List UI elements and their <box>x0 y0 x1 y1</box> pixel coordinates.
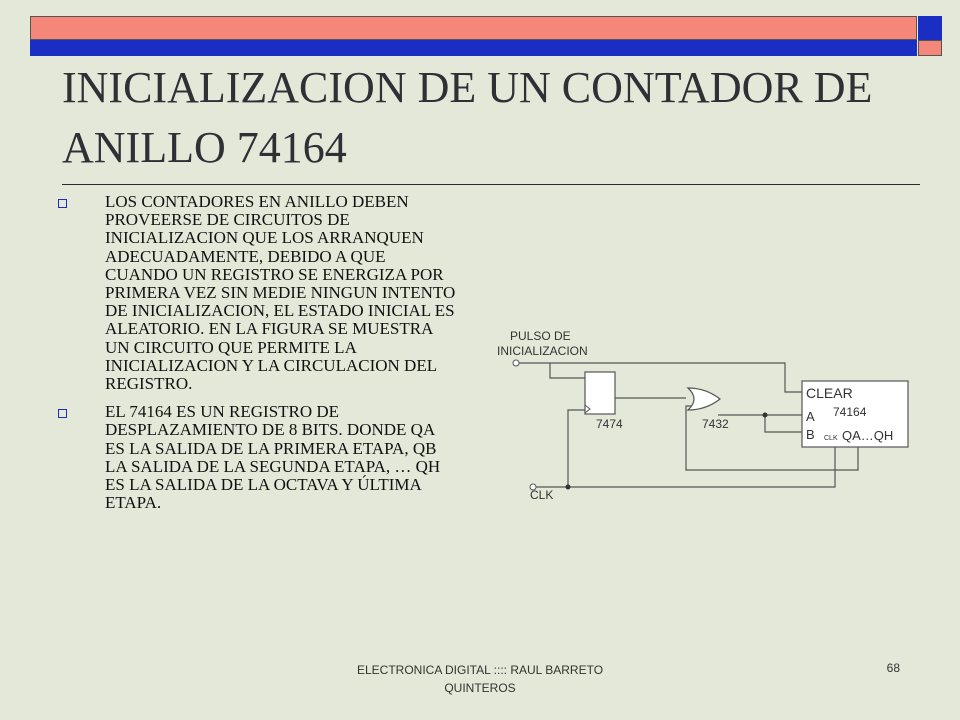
ring-counter-circuit-diagram <box>490 320 920 520</box>
pulse-label: INICIALIZACION <box>497 344 588 358</box>
footer-author: ELECTRONICA DIGITAL :::: RAUL BARRETO QUINTEROS <box>356 663 604 695</box>
register-clear-label: CLEAR <box>806 385 853 401</box>
bullet-text: LOS CONTADORES EN ANILLO DEBEN PROVEERSE DE CIRCUITOS DE INICIALIZACION QUE LOS ARRANQUEN ADECUADAMENTE, DEBIDO A QUE CUANDO UN REGISTRO SE ENERGIZA POR PRIMERA VEZ SIN MEDIE NINGUN INTENTO DE INICIALIZACION, EL ESTADO INICIAL ES ALEATORIO. EN LA FIGURA SE MUESTRA UN CIRCUITO QUE PERMITE LA INICIALIZACION Y LA CIRCULACION DEL REGISTRO. <box>105 192 456 394</box>
pulse-label: PULSO DE <box>510 329 571 343</box>
or-gate-7432 <box>688 388 720 410</box>
corner-square-red <box>918 40 942 56</box>
square-bullet-icon <box>58 409 67 418</box>
header-blue-band <box>30 40 917 56</box>
junction-dot <box>566 485 571 490</box>
list-item <box>56 193 476 393</box>
bullet-text: EL 74164 ES UN REGISTRO DE DESPLAZAMIENTO DE 8 BITS. DONDE QA ES LA SALIDA DE LA PRIMERA ETAPA, QB LA SALIDA DE LA SEGUNDA ETAPA, … QH ES LA SALIDA DE LA OCTAVA Y ÚLTIMA ETAPA. <box>105 402 441 513</box>
register-clk-label: CLK <box>824 435 838 442</box>
clk-label: CLK <box>530 488 554 502</box>
bullet-list <box>56 193 476 522</box>
junction-dot <box>763 413 768 418</box>
register-a-label: A <box>806 409 815 424</box>
clk-wire <box>535 447 835 487</box>
register-name: 74164 <box>833 405 867 419</box>
register-outputs-label: QA…QH <box>842 428 894 443</box>
slide-title: INICIALIZACION DE UN CONTADOR DE ANILLO 74164 <box>62 63 873 172</box>
flip-flop-7474 <box>585 372 615 414</box>
title-divider <box>62 184 920 185</box>
pulse-to-ff-wire <box>550 363 585 378</box>
header-accent-bar <box>30 16 917 40</box>
or-gate-label: 7432 <box>702 417 729 431</box>
a-to-b-wire <box>765 415 802 432</box>
flip-flop-label: 7474 <box>596 417 623 431</box>
ff-clk-wire <box>568 410 585 487</box>
corner-square-blue <box>918 16 942 40</box>
pulse-input-terminal <box>513 360 519 366</box>
page-number: 68 <box>886 661 900 675</box>
register-b-label: B <box>806 427 815 442</box>
square-bullet-icon <box>58 199 67 208</box>
list-item <box>56 403 476 512</box>
